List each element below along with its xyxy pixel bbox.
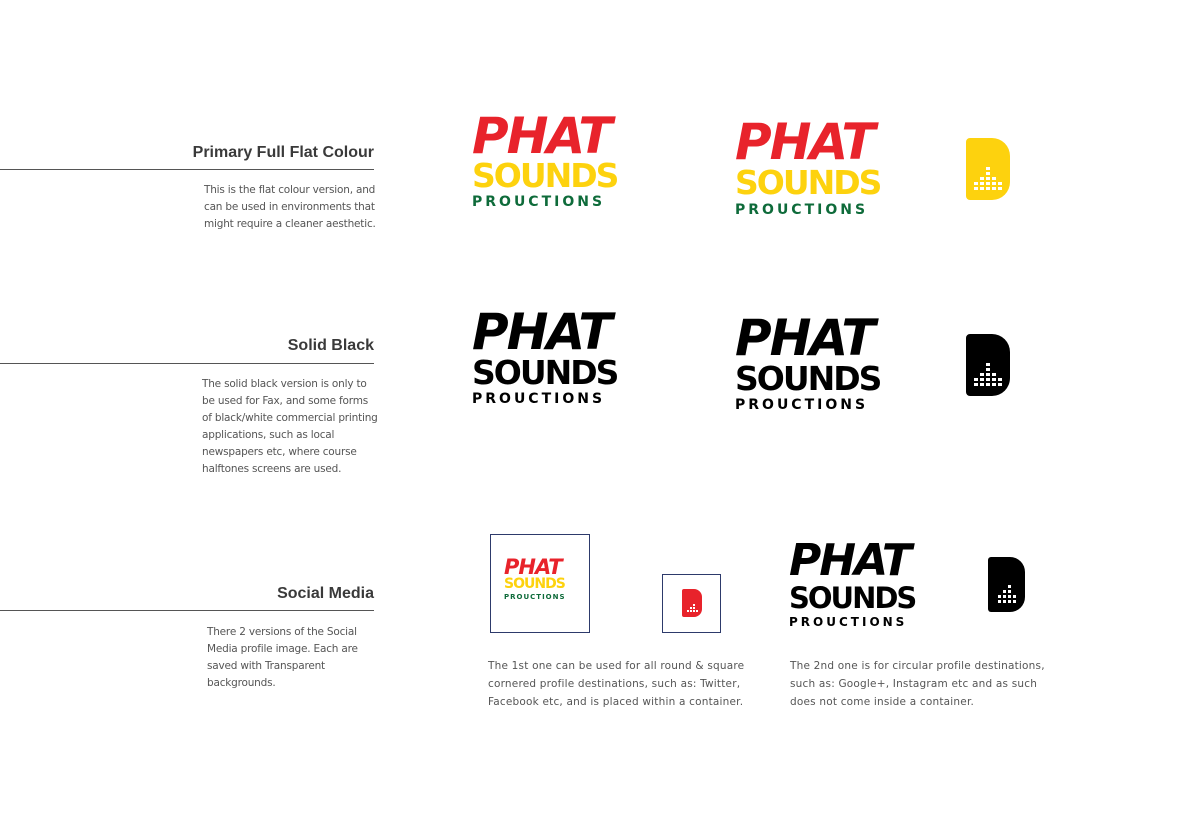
logo-color-small (504, 557, 566, 602)
logo-word-productions: PROUCTIONS (504, 593, 566, 601)
equalizer-icon (966, 167, 1010, 190)
logo-color-stacked (472, 107, 618, 212)
description-line: saved with Transparent (207, 660, 325, 672)
logo-word-productions: PROUCTIONS (472, 391, 606, 407)
logo-word-phat: PHAT (504, 555, 562, 579)
description-line: applications, such as local (202, 429, 335, 441)
logo-mark-black (966, 334, 1010, 396)
description-line: This is the flat colour version, and (204, 184, 376, 196)
section-description-primary (204, 182, 376, 233)
logo-black-stacked (472, 303, 618, 408)
caption-line: The 1st one can be used for all round & square (488, 660, 745, 672)
logo-mark-red (682, 589, 702, 617)
social-icon-square-container (662, 574, 721, 633)
logo-black-social (789, 535, 916, 630)
caption-square-profile (488, 657, 744, 711)
logo-word-phat: PHAT (735, 113, 874, 171)
section-title-social: Social Media (277, 585, 374, 602)
logo-word-phat: PHAT (472, 107, 611, 165)
social-profile-square-container (490, 534, 590, 633)
description-line: There 2 versions of the Social (207, 626, 357, 638)
logo-word-phat: PHAT (789, 535, 910, 586)
logo-word-sounds: SOUNDS (789, 581, 916, 615)
logo-word-sounds: SOUNDS (472, 353, 618, 392)
equalizer-icon (682, 604, 702, 612)
caption-line: does not come inside a container. (790, 696, 975, 708)
description-line: The solid black version is only to (202, 378, 367, 390)
logo-word-productions: PROUCTIONS (789, 615, 908, 629)
section-divider (0, 610, 374, 611)
caption-line: Facebook etc, and is placed within a container. (488, 696, 744, 708)
description-line: Media profile image. Each are (207, 643, 358, 655)
description-line: of black/white commercial printing (202, 412, 378, 424)
caption-line: The 2nd one is for circular profile destinations, (790, 660, 1045, 672)
caption-circular-profile (790, 657, 1045, 711)
logo-word-phat: PHAT (735, 309, 874, 367)
logo-mark-black-social (988, 557, 1025, 612)
logo-word-productions: PROUCTIONS (735, 202, 869, 218)
logo-word-sounds: SOUNDS (735, 359, 881, 398)
description-line: be used for Fax, and some forms (202, 395, 368, 407)
description-line: can be used in environments that (204, 201, 375, 213)
section-title-primary: Primary Full Flat Colour (192, 144, 374, 161)
section-divider (0, 169, 374, 170)
description-line: backgrounds. (207, 677, 276, 689)
equalizer-icon (988, 585, 1025, 603)
logo-word-productions: PROUCTIONS (472, 194, 606, 210)
section-description-black (202, 376, 378, 478)
caption-line: such as: Google+, Instagram etc and as such (790, 678, 1038, 690)
logo-word-sounds: SOUNDS (472, 156, 618, 195)
logo-black-stacked-alt (735, 309, 881, 414)
logo-word-sounds: SOUNDS (504, 576, 565, 592)
description-line: halftones screens are used. (202, 463, 342, 475)
logo-word-productions: PROUCTIONS (735, 397, 869, 413)
section-divider (0, 363, 374, 364)
section-description-social (207, 624, 358, 692)
description-line: newspapers etc, where course (202, 446, 357, 458)
section-title-black: Solid Black (287, 337, 374, 354)
logo-mark-yellow (966, 138, 1010, 200)
equalizer-icon (966, 363, 1010, 386)
logo-word-sounds: SOUNDS (735, 163, 881, 202)
logo-color-stacked-alt (735, 113, 881, 220)
description-line: might require a cleaner aesthetic. (204, 218, 376, 230)
caption-line: cornered profile destinations, such as: Twitter, (488, 678, 741, 690)
logo-word-phat: PHAT (472, 303, 611, 361)
